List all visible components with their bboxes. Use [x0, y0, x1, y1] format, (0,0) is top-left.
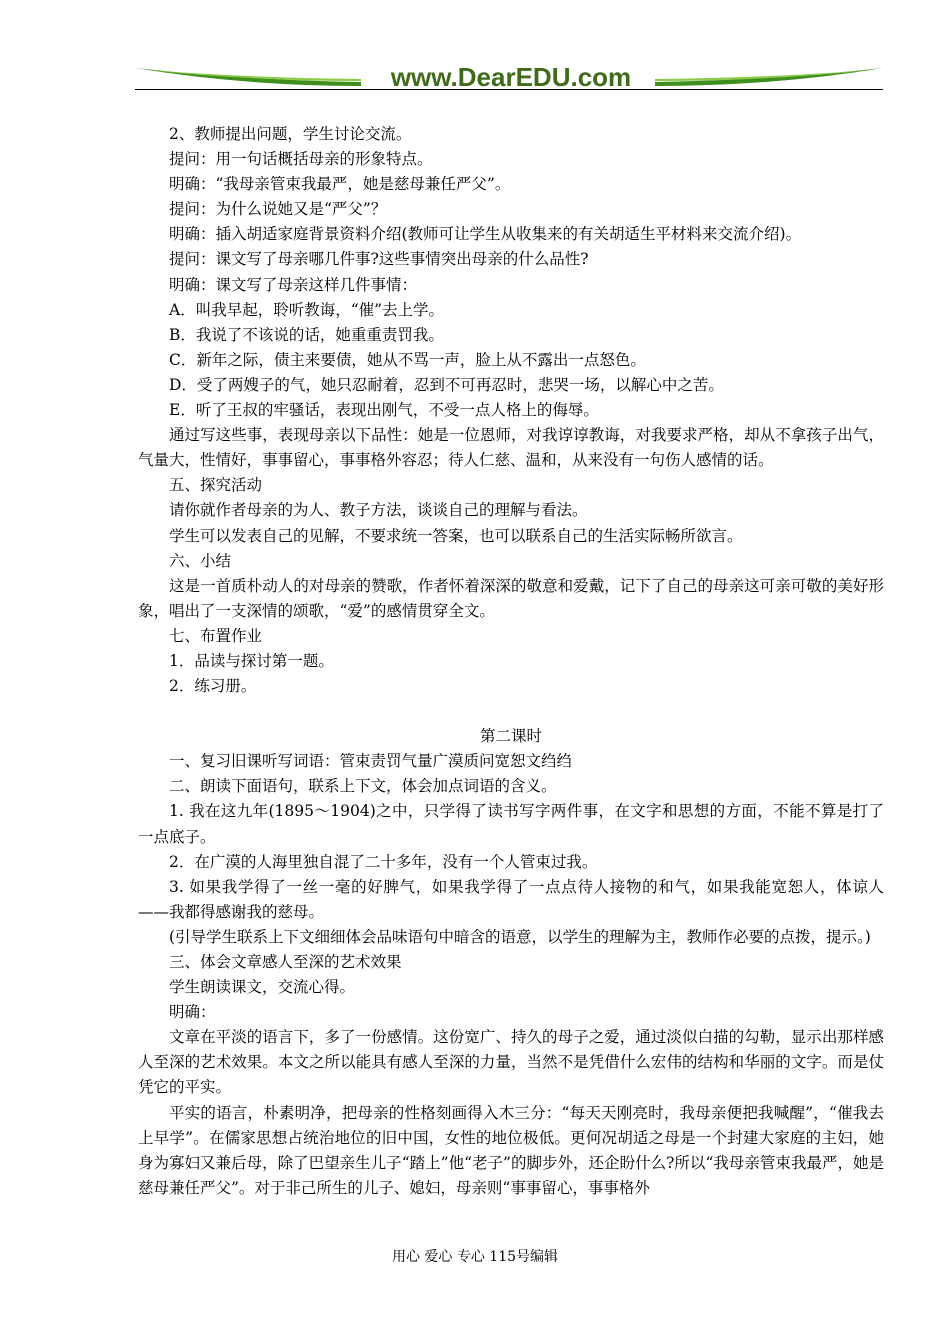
- paragraph: 明确：插入胡适家庭背景资料介绍(教师可让学生从收集来的有关胡适生平材料来交流介绍)。: [169, 225, 802, 244]
- list-item: A．叫我早起，聆听教诲，“催”去上学。: [169, 300, 445, 319]
- paragraph: 这是一首质朴动人的对母亲的赞歌，作者怀着深深的敬意和爱戴，记下了自己的母亲这可亲可敬的美好形象，唱出了一支深情的颂歌，“爱”的感情贯穿全文。: [138, 576, 884, 620]
- page-footer: 用心 爱心 专心 115号编辑: [391, 1249, 559, 1265]
- list-item: D．受了两嫂子的气，她只忍耐着，忍到不可再忍时，悲哭一场，以解心中之苦。: [169, 375, 724, 394]
- paragraph: 学生朗读课文，交流心得。: [169, 978, 356, 997]
- paragraph: 2、教师提出问题，学生讨论交流。: [169, 125, 412, 143]
- section-heading: 一、复习旧课听写词语：管束责罚气量广漠质问宽恕文绉绉: [169, 752, 573, 771]
- paragraph: 学生可以发表自己的见解，不要求统一答案，也可以联系自己的生活实际畅所欲言。: [169, 526, 743, 545]
- section-heading: 七、布置作业: [169, 626, 263, 645]
- site-header: [135, 58, 883, 98]
- paragraph: 通过写这些事，表现母亲以下品性：她是一位恩师，对我谆谆教诲，对我要求严格，却从不拿孩子出气，气量大，性情好，事事留心，事事格外容忍；待人仁慈、温和，从来没有一句伤人感情的话。: [138, 426, 884, 470]
- paragraph: 文章在平淡的语言下，多了一份感情。这份宽广、持久的母子之爱，通过淡似白描的勾勒，显示出那样感人至深的艺术效果。本文之所以能具有感人至深的力量，当然不是凭借什么宏伟的结构和华丽的文字。而是仗凭它的平实。: [138, 1028, 884, 1097]
- paragraph: 提问：为什么说她又是“严父”？: [169, 200, 387, 219]
- list-item: 3. 如果我学得了一丝一毫的好脾气，如果我学得了一点点待人接物的和气，如果我能宽恕人，体谅人——我都得感谢我的慈母。: [138, 877, 884, 921]
- section-heading: 六、小结: [169, 551, 232, 570]
- list-item: E．听了王叔的牢骚话，表现出刚气，不受一点人格上的侮辱。: [169, 401, 599, 420]
- paragraph: 提问：课文写了母亲哪几件事?这些事情突出母亲的什么品性?: [169, 250, 589, 269]
- list-item: C．新年之际，债主来要债，她从不骂一声，脸上从不露出一点怒色。: [169, 350, 646, 369]
- section-heading: 二、朗读下面语句，联系上下文，体会加点词语的含义。: [169, 777, 557, 796]
- header-divider: [135, 89, 883, 90]
- list-item: B．我说了不该说的话，她重重责罚我。: [169, 325, 444, 344]
- paragraph: 明确：: [169, 1003, 216, 1022]
- section-heading: 五、探究活动: [169, 476, 263, 495]
- paragraph: (引导学生联系上下文细细体会品味语句中暗含的语意，以学生的理解为主，教师作必要的点拨，提示。): [169, 927, 871, 946]
- paragraph: 平实的语言，朴素明净，把母亲的性格刻画得入木三分：“每天天刚亮时，我母亲便把我喊醒”，“催我去上早学”。在儒家思想占统治地位的旧中国，女性的地位极低。更何况胡适之母是一个封建大家庭的主妇，她身为寡妇又兼后母，除了巴望亲生儿子“踏上”他“老子”的脚步外，还企盼什么?所以“我母亲管束我最严，她是慈母兼任严父”。对于非己所生的儿子、媳妇，母亲则“事事留心，事事格外: [138, 1103, 884, 1197]
- list-item: 1．品读与探讨第一题。: [169, 651, 334, 670]
- lesson-title: 第二课时: [479, 727, 542, 746]
- paragraph: 明确：“我母亲管束我最严，她是慈母兼任严父”。: [169, 175, 511, 194]
- list-item: 1. 我在这九年(1895～1904)之中，只学得了读书写字两件事，在文字和思想的方面，不能不算是打了一点底子。: [138, 802, 884, 846]
- section-heading: 三、体会文章感人至深的艺术效果: [169, 953, 402, 971]
- list-item: 2．在广漠的人海里独自混了二十多年，没有一个人管束过我。: [169, 852, 598, 871]
- site-logo-text: www.DearEDU.com: [390, 62, 632, 92]
- paragraph: 提问：用一句话概括母亲的形象特点。: [169, 150, 433, 169]
- paragraph: 请你就作者母亲的为人、教子方法，谈谈自己的理解与看法。: [169, 501, 588, 520]
- paragraph: 明确：课文写了母亲这样几件事情：: [169, 275, 418, 294]
- document-body: [138, 122, 884, 1201]
- list-item: 2．练习册。: [169, 677, 257, 696]
